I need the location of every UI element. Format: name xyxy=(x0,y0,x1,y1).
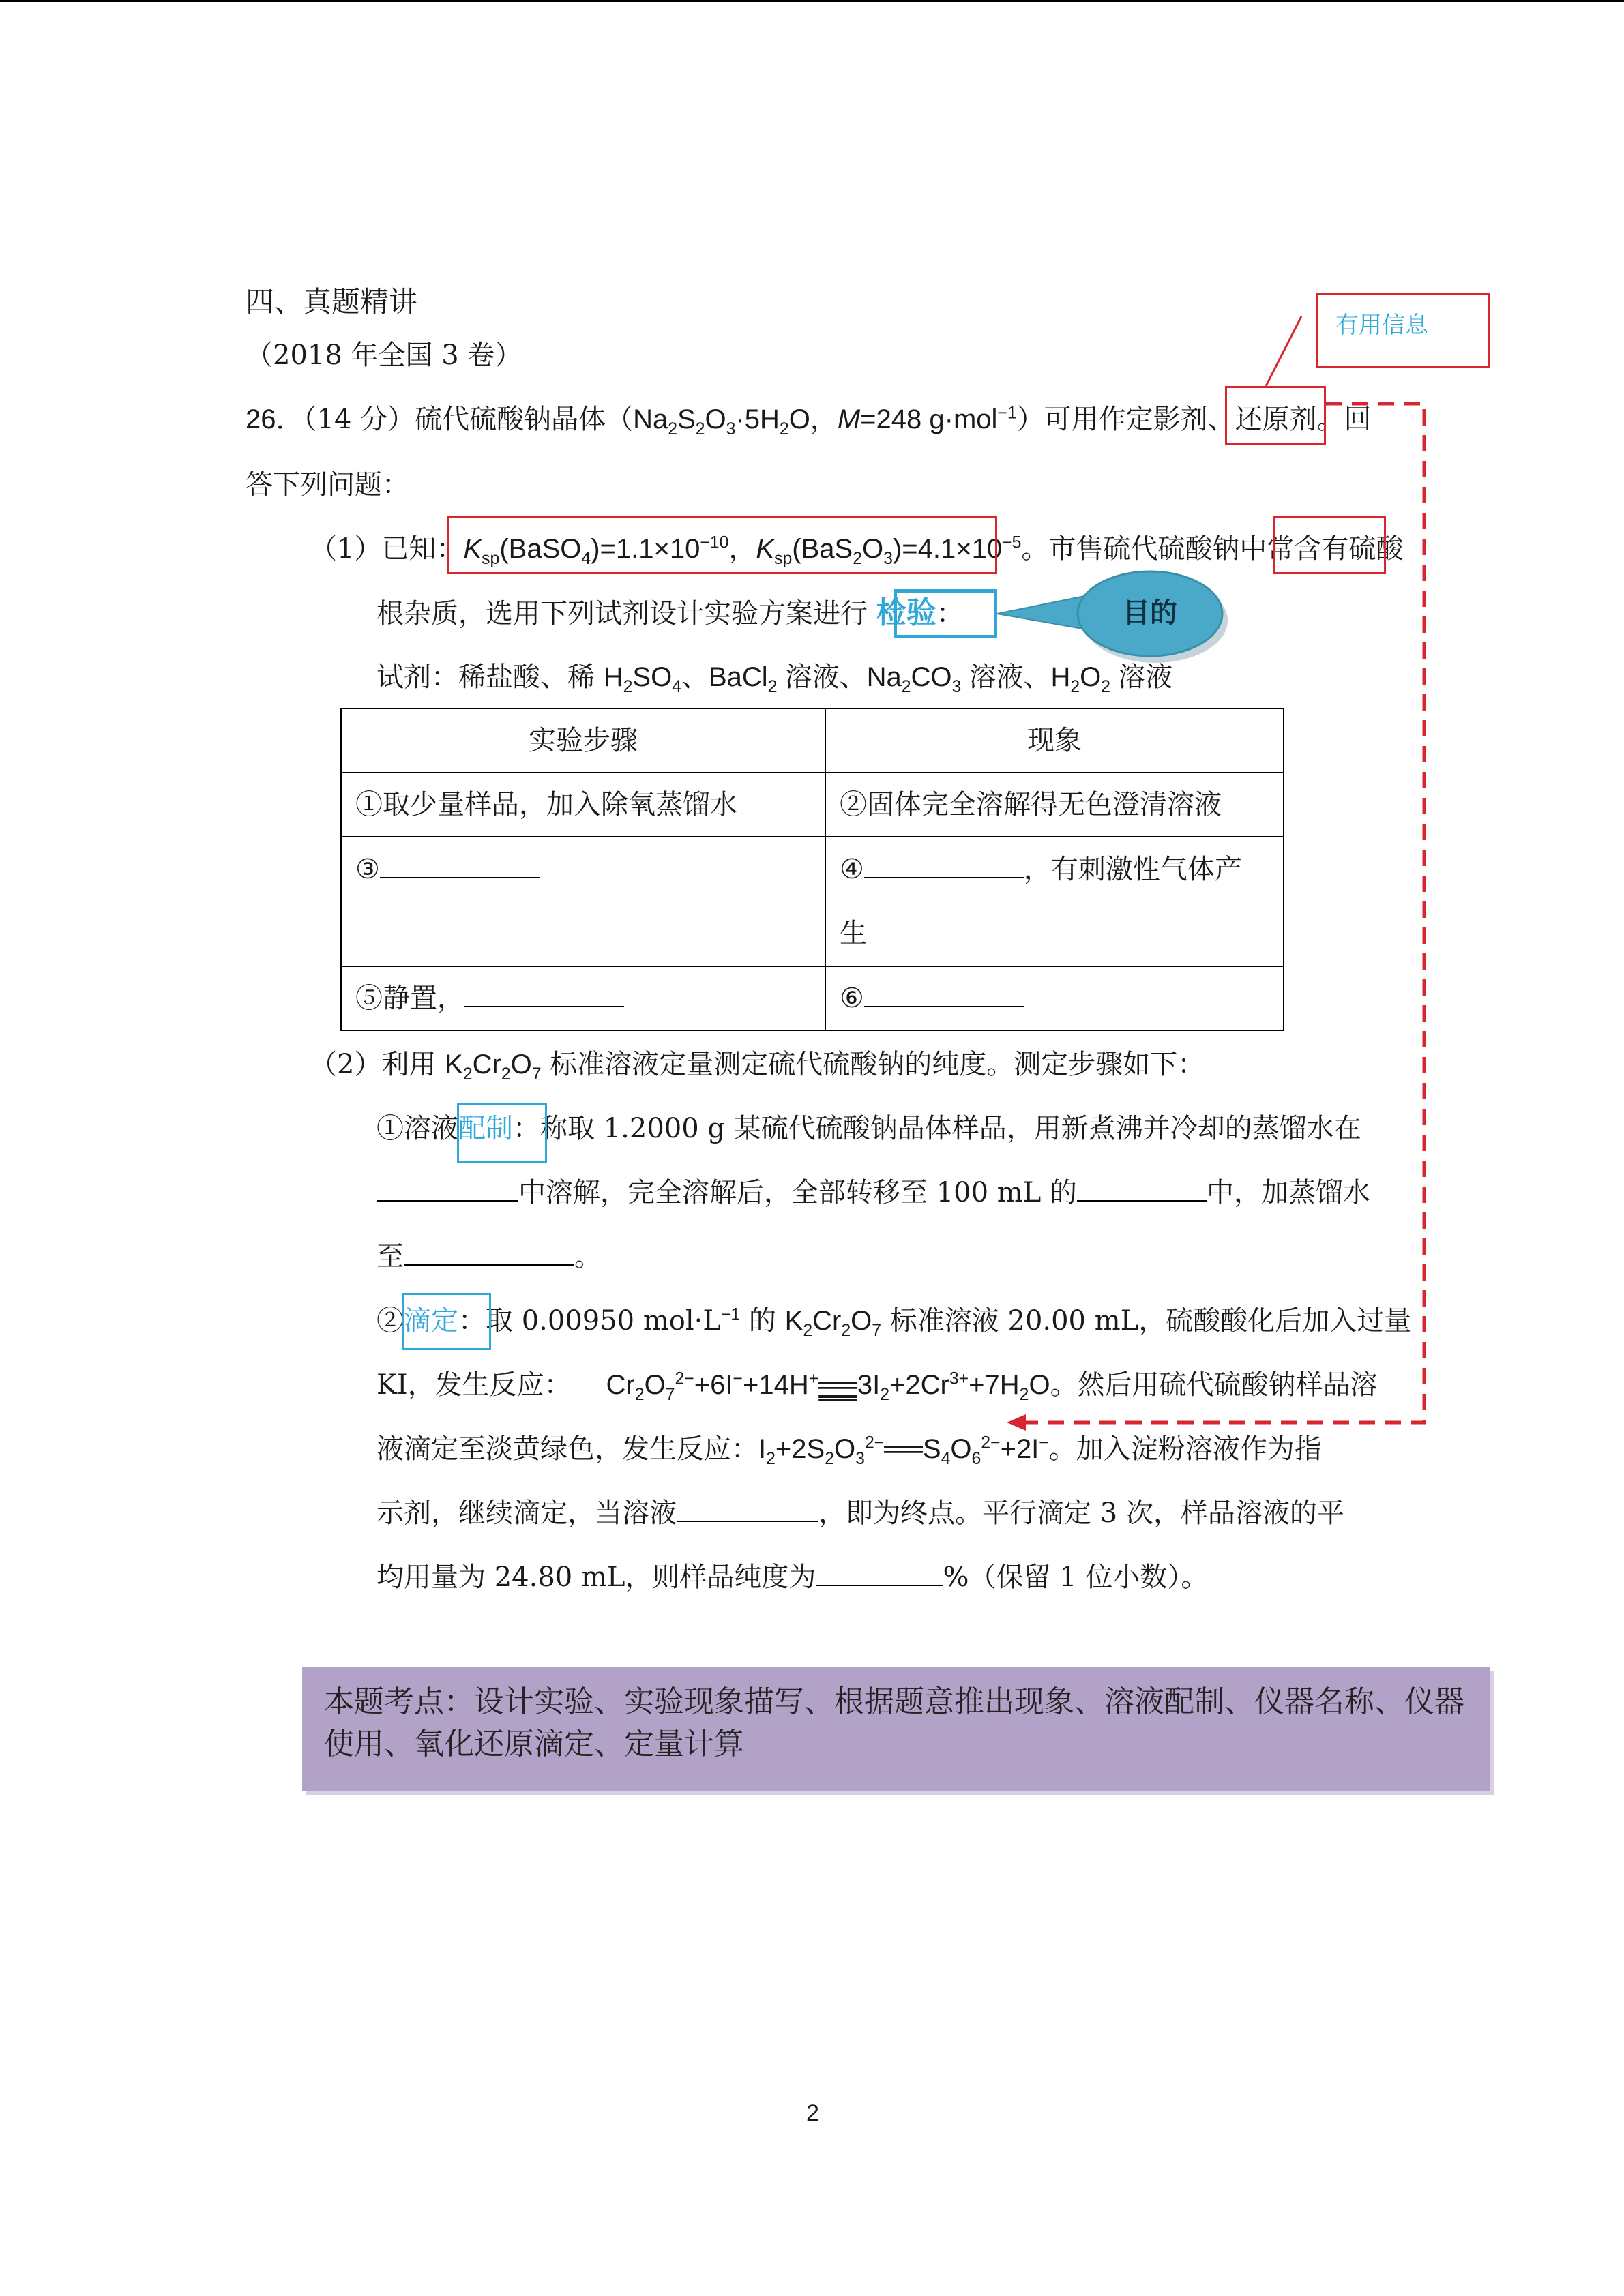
step2-formula: $K_2Cr_2O_7$ xyxy=(784,1306,882,1340)
step1-line3-end: 。 xyxy=(574,1241,602,1272)
reaction-2: $I_2+2S_2O_3^{2-}══S_4O_6^{2-}+2I^-$ xyxy=(758,1433,1049,1468)
q26-intro-c: 。回 xyxy=(1316,404,1372,435)
answer-blank[interactable] xyxy=(677,1497,818,1522)
question-source: （2018 年全国 3 卷） xyxy=(246,340,522,371)
section-heading: 四、真题精讲 xyxy=(246,285,418,318)
table-row xyxy=(341,966,1284,1030)
step2-line5-text: %（保留 1 位小数）。 xyxy=(943,1562,1209,1593)
step2-exp: −1 xyxy=(720,1305,741,1324)
part2-label-rest: 标准溶液定量测定硫代硫酸钠的纯度。测定步骤如下： xyxy=(541,1049,1205,1080)
titrate-keyword-box xyxy=(402,1293,491,1350)
step2-line2-text: 。然后用硫代硫酸钠样品溶 xyxy=(1050,1369,1378,1401)
step2-line4-prefix: 示剂，继续滴定，当溶液 xyxy=(377,1497,677,1529)
step2-line2 xyxy=(377,1368,1378,1402)
part1-boxed: 含有硫酸 xyxy=(1294,533,1404,565)
step2-line5 xyxy=(377,1560,1208,1594)
reaction-1: $Cr_2O_7^{2-}+6I^-+14H^+══3I_2+2Cr^{3+}+7H_2O$ xyxy=(606,1369,1050,1404)
q26-score: （14 分） xyxy=(303,404,415,435)
step1-text: ：称取 1.2000 g 某硫代硫酸钠晶体样品，用新煮沸并冷却的蒸馏水在 xyxy=(513,1113,1361,1144)
useful-info-connector xyxy=(1266,316,1301,386)
step2-text-b: 的 xyxy=(740,1305,785,1337)
step2-line3-text: 。加入淀粉溶液作为指 xyxy=(1048,1433,1322,1465)
q26-boxed-reducer: 还原剂 xyxy=(1235,404,1317,435)
cell-step5 xyxy=(341,966,825,1030)
useful-info-label: 有用信息 xyxy=(1335,312,1428,339)
part1-purpose-word: 检验 xyxy=(876,595,936,630)
q26-intro-a: 硫代硫酸钠晶体（ xyxy=(415,404,634,435)
cell-phen6 xyxy=(825,966,1284,1030)
cell-phen4 xyxy=(825,837,1284,966)
reagents-label: 试剂：稀盐酸、稀 xyxy=(377,661,604,693)
cell-phen2: ②固体完全溶解得无色澄清溶液 xyxy=(825,773,1284,837)
table-header-row xyxy=(341,709,1284,773)
step2-line4 xyxy=(377,1496,1344,1530)
purpose-callout-label: 目的 xyxy=(1123,597,1177,629)
cell-phen6-label: ⑥ xyxy=(840,983,864,1014)
answer-blank[interactable] xyxy=(380,854,540,878)
step2-text-a: ：取 0.00950 mol·L xyxy=(458,1305,721,1337)
table-row xyxy=(341,837,1284,966)
step1-line2-text: 中溶解，完全溶解后，全部转移至 100 mL 的 xyxy=(518,1177,1077,1208)
q26-number: 26． xyxy=(246,404,304,434)
step2-text-c: 标准溶液 20.00 mL，硫酸酸化后加入过量 xyxy=(881,1305,1412,1337)
answer-blank[interactable] xyxy=(864,983,1024,1007)
part1-colon: ： xyxy=(936,598,964,629)
q26-formula: $Na_2S_2O_3\cdot 5H_2O$，M=248 g·mol$^{-1}$ xyxy=(633,404,1017,438)
answer-blank[interactable] xyxy=(864,854,1024,878)
experiment-table xyxy=(340,708,1284,1031)
q26-intro-line2: 答下列问题： xyxy=(246,469,409,501)
part2-label: （2）利用 xyxy=(310,1049,445,1080)
table-row xyxy=(341,773,1284,837)
part1-label: （1）已知： xyxy=(310,533,464,565)
step2-keyword: 滴定 xyxy=(404,1305,458,1337)
cell-phen4-text: ，有刺激性气体产 xyxy=(1023,854,1242,885)
k2cr2o7-formula: $K_2Cr_2O_7$ xyxy=(445,1049,542,1084)
answer-blank[interactable] xyxy=(464,983,624,1007)
step2-num: ② xyxy=(377,1305,404,1337)
step2-line3-prefix: 液滴定至淡黄绿色，发生反应： xyxy=(377,1433,758,1465)
answer-blank[interactable] xyxy=(377,1177,518,1202)
header-steps: 实验步骤 xyxy=(341,709,825,773)
cell-step3-label: ③ xyxy=(355,854,380,885)
step1-line3-prefix: 至 xyxy=(377,1241,404,1272)
part1-after: 市售硫代硫酸钠中常 xyxy=(1048,533,1295,565)
step1-line2 xyxy=(377,1176,1370,1210)
cell-step5-label: ⑤静置， xyxy=(355,983,464,1014)
cell-step1: ①取少量样品，加入除氧蒸馏水 xyxy=(341,773,825,837)
step2-line3 xyxy=(377,1432,1322,1466)
cell-phen4-text2: 生 xyxy=(840,918,867,949)
q26-intro-b: ）可用作定影剂、 xyxy=(1016,404,1235,435)
answer-blank[interactable] xyxy=(816,1562,943,1586)
cell-phen4-label: ④ xyxy=(840,854,864,885)
reagents-list: $H_2SO_4$、BaCl$_2$ 溶液、$Na_2CO_3$ 溶液、$H_2O_2$ 溶液 xyxy=(603,662,1173,696)
arrow-head-icon xyxy=(1007,1414,1026,1431)
step2-line2-prefix: KI，发生反应： xyxy=(377,1369,572,1401)
step1-line3 xyxy=(377,1240,602,1274)
step2-line5-prefix: 均用量为 24.80 mL，则样品纯度为 xyxy=(377,1562,816,1593)
step1-line2-end: 中，加蒸馏水 xyxy=(1206,1177,1370,1208)
step1-keyword: 配制 xyxy=(458,1113,513,1144)
prepare-keyword-box xyxy=(457,1103,547,1163)
part2-intro xyxy=(310,1047,1205,1082)
cell-step3 xyxy=(341,837,825,966)
answer-blank[interactable] xyxy=(1077,1177,1207,1202)
step2-line1 xyxy=(377,1304,1411,1338)
header-phenomena: 现象 xyxy=(825,709,1284,773)
part1-line2-text: 根杂质，选用下列试剂设计实验方案进行 xyxy=(377,598,868,629)
step1-prefix: ①溶液 xyxy=(377,1113,458,1144)
key-points-summary: 本题考点：设计实验、实验现象描写、根据题意推出现象、溶液配制、仪器名称、仪器使用、氧化还原滴定、定量计算 xyxy=(302,1667,1490,1791)
answer-blank[interactable] xyxy=(404,1241,574,1266)
step2-line4-text: ，即为终点。平行滴定 3 次，样品溶液的平 xyxy=(818,1497,1344,1529)
part1-ksp: $K_{sp}(BaSO_4)=1.1\times 10^{-10}$，$K_{sp}(BaS_2O_3)=4.1\times 10^{-5}$。 xyxy=(463,533,1049,568)
page-number: 2 xyxy=(806,2100,819,2126)
